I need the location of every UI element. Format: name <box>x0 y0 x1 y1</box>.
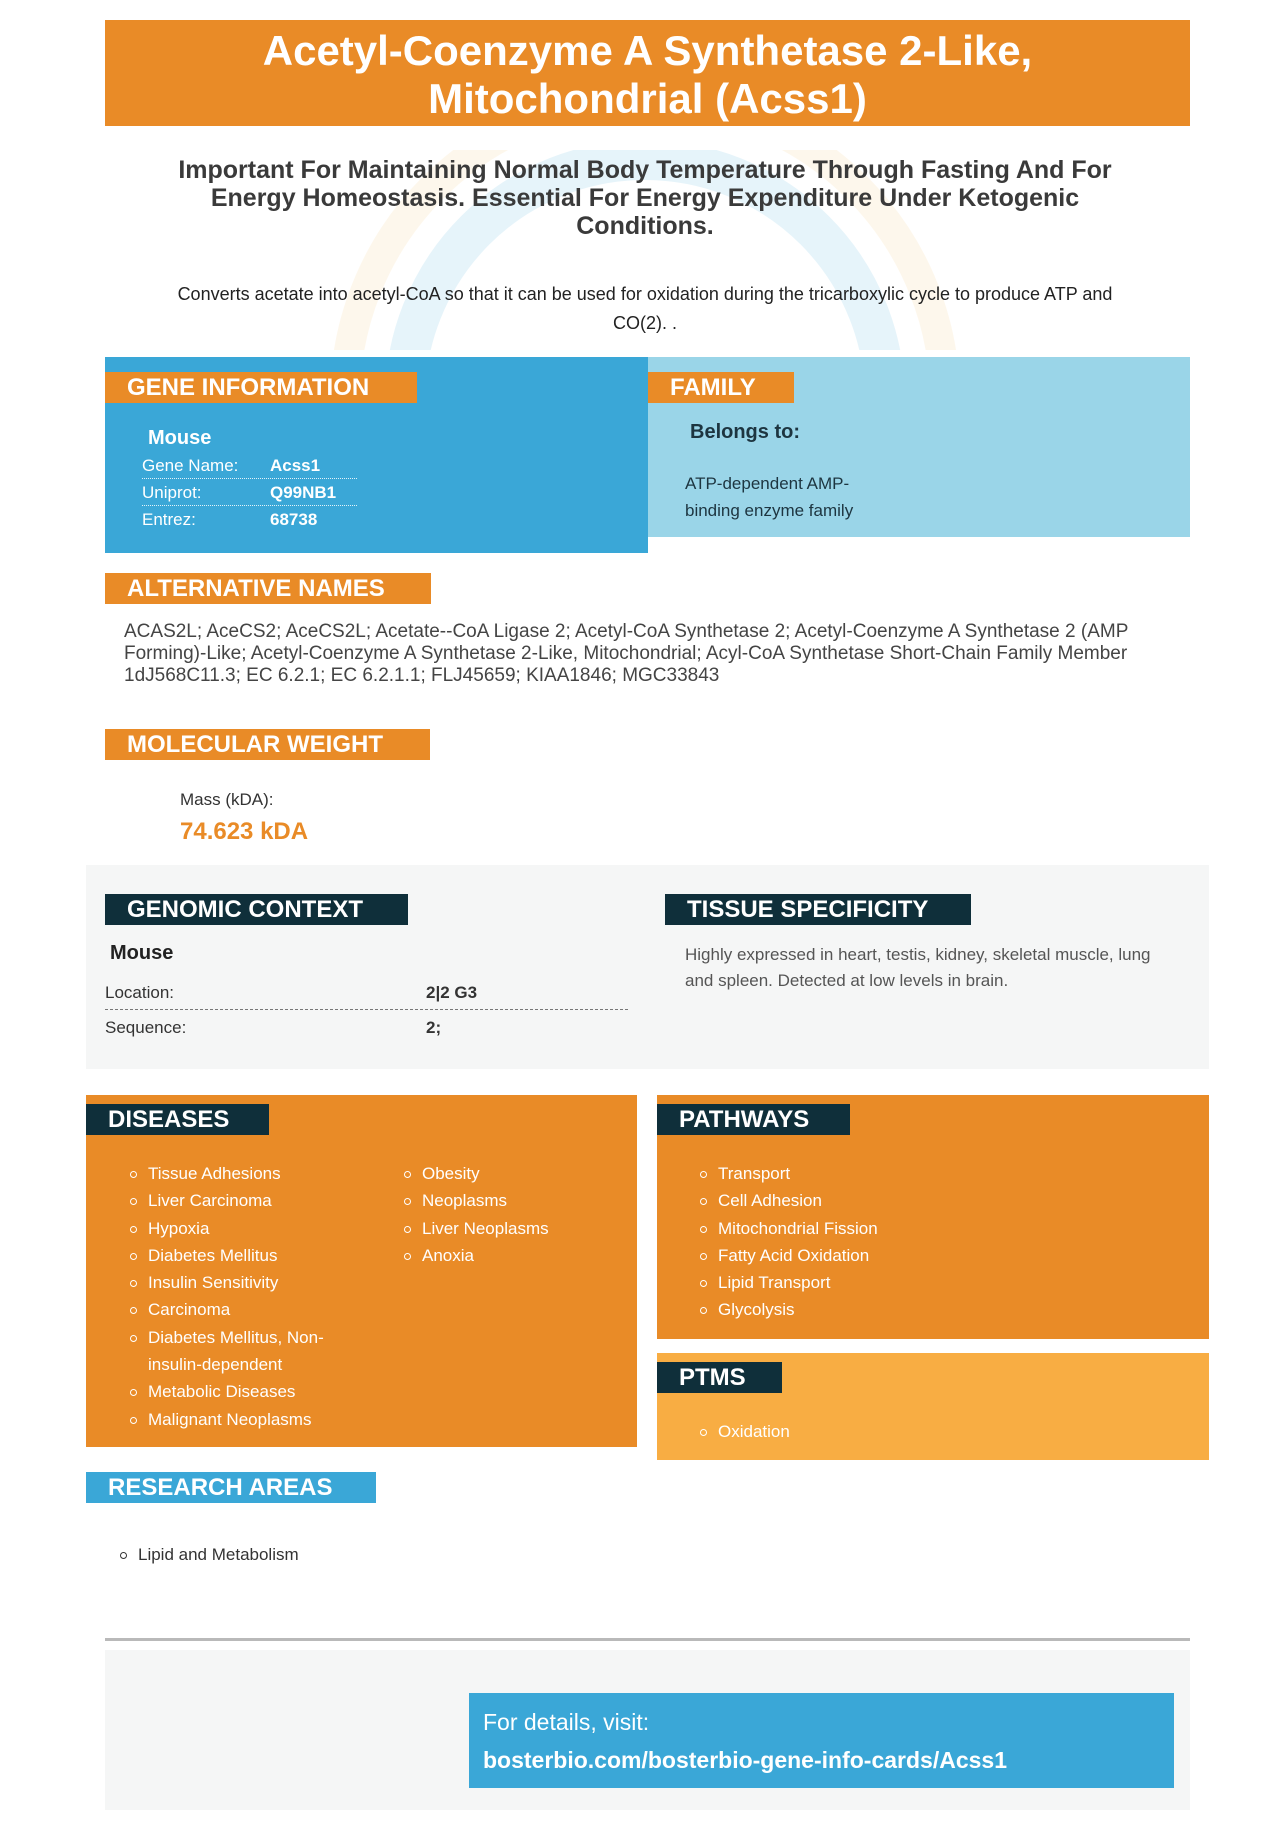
list-item: Liver Carcinoma <box>128 1187 338 1214</box>
gene-information-label: GENE INFORMATION <box>105 372 417 403</box>
gene-info-key: Gene Name: <box>142 456 239 475</box>
list-item: Neoplasms <box>402 1187 612 1214</box>
list-item: Obesity <box>402 1160 612 1187</box>
gene-info-value: Q99NB1 <box>270 483 337 502</box>
gene-summary: Important For Maintaining Normal Body Temperature Through Fasting And For Energy Homeostasis. Essential For Energy Expenditure Under Ketogenic Conditions. <box>178 156 1112 240</box>
list-item: Carcinoma <box>128 1296 338 1323</box>
genomic-value: 2|2 G3 <box>426 983 478 1002</box>
list-item: Diabetes Mellitus, Non-insulin-dependent <box>128 1324 338 1379</box>
list-item: Metabolic Diseases <box>128 1378 338 1405</box>
ptms-label: PTMS <box>657 1362 782 1393</box>
gene-info-table <box>142 452 357 533</box>
diseases-list-col2 <box>402 1160 612 1269</box>
gene-info-value: 68738 <box>270 510 318 529</box>
gene-info-row-gene-name <box>142 452 357 479</box>
list-item: Lipid Transport <box>698 1269 998 1296</box>
alternative-names-label: ALTERNATIVE NAMES <box>105 573 431 604</box>
diseases-label: DISEASES <box>86 1104 269 1135</box>
title-line-2: Mitochondrial (Acss1) <box>428 75 867 122</box>
list-item: Tissue Adhesions <box>128 1160 338 1187</box>
research-areas-label: RESEARCH AREAS <box>86 1472 376 1503</box>
gene-description: Converts acetate into acetyl-CoA so that it can be used for oxidation during the tricarboxylic cycle to produce ATP and CO(2). . <box>177 284 1113 333</box>
title-line-1: Acetyl-Coenzyme A Synthetase 2-Like, <box>262 27 1033 74</box>
details-prompt: For details, visit: <box>483 1709 650 1735</box>
list-item: Insulin Sensitivity <box>128 1269 338 1296</box>
gene-species: Mouse <box>148 427 212 449</box>
list-item: Liver Neoplasms <box>402 1215 612 1242</box>
gene-info-key: Uniprot: <box>142 483 202 502</box>
family-text: ATP-dependent AMP-binding enzyme family <box>685 474 854 520</box>
list-item: Diabetes Mellitus <box>128 1242 338 1269</box>
pathways-list <box>698 1160 998 1324</box>
list-item: Lipid and Metabolism <box>118 1541 418 1568</box>
family-label: FAMILY <box>648 372 794 403</box>
genomic-context-label: GENOMIC CONTEXT <box>105 894 408 925</box>
alternative-names-text: ACAS2L; AceCS2; AceCS2L; Acetate--CoA Ligase 2; Acetyl-CoA Synthetase 2; Acetyl-Coenzyme A Synthetase 2 (AMP Forming)-Like; Acetyl-Coenzyme A Synthetase 2-Like, Mitochondrial; Acyl-CoA Synthetase Short-Chain Family Member 1dJ568C11.3; EC 6.2.1; EC 6.2.1.1; FLJ45659; KIAA1846; MGC33843 <box>124 621 1129 686</box>
genomic-species: Mouse <box>110 942 174 964</box>
genomic-key: Sequence: <box>105 1018 187 1037</box>
details-url[interactable]: bosterbio.com/bosterbio-gene-info-cards/Acss1 <box>483 1747 1007 1773</box>
gene-info-row-entrez <box>142 506 357 533</box>
list-item: Glycolysis <box>698 1296 998 1323</box>
gene-info-key: Entrez: <box>142 510 196 529</box>
list-item: Cell Adhesion <box>698 1187 998 1214</box>
list-item: Malignant Neoplasms <box>128 1406 338 1433</box>
list-item: Anoxia <box>402 1242 612 1269</box>
belongs-to-heading: Belongs to: <box>690 421 800 443</box>
genomic-key: Location: <box>105 983 174 1002</box>
list-item: Hypoxia <box>128 1215 338 1242</box>
ptms-list <box>698 1418 998 1445</box>
tissue-specificity-text: Highly expressed in heart, testis, kidney, skeletal muscle, lung and spleen. Detected at low levels in brain. <box>685 945 1151 990</box>
genomic-value: 2; <box>426 1018 442 1037</box>
list-item: Fatty Acid Oxidation <box>698 1242 998 1269</box>
divider <box>105 1638 1190 1641</box>
mass-label: Mass (kDA): <box>180 790 274 809</box>
genomic-row-location <box>105 976 628 1010</box>
list-item: Oxidation <box>698 1418 998 1445</box>
page-title <box>105 20 1190 126</box>
gene-info-value: Acss1 <box>270 456 321 475</box>
molecular-weight-label: MOLECULAR WEIGHT <box>105 729 430 760</box>
mass-value: 74.623 kDA <box>180 818 309 845</box>
tissue-specificity-label: TISSUE SPECIFICITY <box>665 894 971 925</box>
gene-info-row-uniprot <box>142 479 357 506</box>
list-item: Mitochondrial Fission <box>698 1215 998 1242</box>
list-item: Transport <box>698 1160 998 1187</box>
research-areas-list <box>118 1541 418 1568</box>
diseases-list-col1 <box>128 1160 338 1433</box>
genomic-row-sequence <box>105 1011 628 1045</box>
pathways-label: PATHWAYS <box>657 1104 850 1135</box>
details-link[interactable] <box>469 1693 1174 1788</box>
